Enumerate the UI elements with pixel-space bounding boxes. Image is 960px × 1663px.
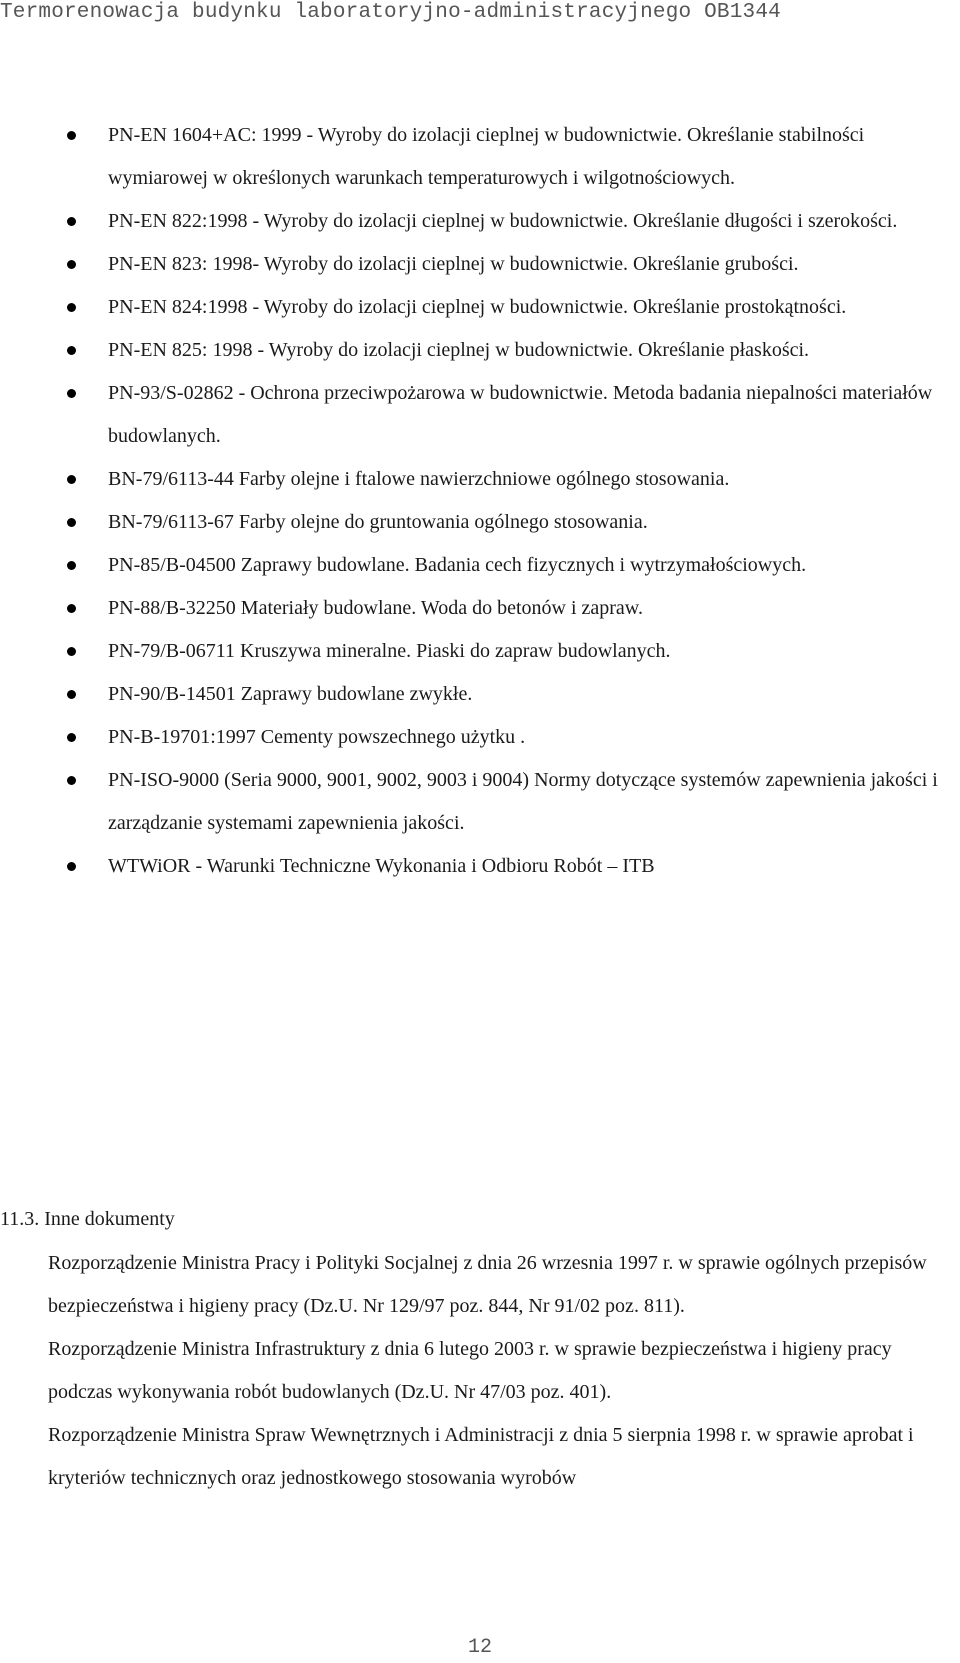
list-item-text: PN-EN 1604+AC: 1999 - Wyroby do izolacji cieplnej w budownictwie. Określanie stabilności wymiarowej w określonych warunkach temperaturowych i wilgotnościowych. — [108, 124, 865, 189]
list-item-text: WTWiOR - Warunki Techniczne Wykonania i Odbioru Robót – ITB — [108, 855, 655, 877]
bullet-icon — [67, 131, 76, 140]
list-item — [0, 759, 945, 845]
list-item-text: PN-85/B-04500 Zaprawy budowlane. Badania cech fizycznych i wytrzymałościowych. — [108, 554, 807, 576]
bullet-icon — [67, 475, 76, 484]
bullet-icon — [67, 346, 76, 355]
list-item — [0, 329, 945, 372]
list-item-text: BN-79/6113-67 Farby olejne do gruntowania ogólnego stosowania. — [108, 511, 648, 533]
bullet-icon — [67, 518, 76, 527]
list-item-text: BN-79/6113-44 Farby olejne i ftalowe nawierzchniowe ogólnego stosowania. — [108, 468, 730, 490]
documents-paragraphs — [48, 1242, 938, 1500]
list-item — [0, 501, 945, 544]
list-item-text: PN-ISO-9000 (Seria 9000, 9001, 9002, 9003 i 9004) Normy dotyczące systemów zapewnienia jakości i zarządzanie systemami zapewnienia jakości. — [108, 769, 938, 834]
bullet-icon — [67, 303, 76, 312]
list-item — [0, 587, 945, 630]
list-item-text: PN-B-19701:1997 Cementy powszechnego użytku . — [108, 726, 526, 748]
list-item-text: PN-EN 825: 1998 - Wyroby do izolacji cieplnej w budownictwie. Określanie płaskości. — [108, 339, 810, 361]
list-item-text: PN-90/B-14501 Zaprawy budowlane zwykłe. — [108, 683, 473, 705]
list-item — [0, 114, 945, 200]
bullet-icon — [67, 604, 76, 613]
bullet-icon — [67, 647, 76, 656]
bullet-icon — [67, 776, 76, 785]
list-item — [0, 200, 945, 243]
standards-list — [0, 114, 945, 888]
list-item — [0, 372, 945, 458]
list-item — [0, 544, 945, 587]
bullet-icon — [67, 733, 76, 742]
list-item-text: PN-93/S-02862 - Ochrona przeciwpożarowa w budownictwie. Metoda badania niepalności materiałów budowlanych. — [108, 382, 933, 447]
list-item — [0, 716, 945, 759]
bullet-icon — [67, 389, 76, 398]
paragraph: Rozporządzenie Ministra Pracy i Polityki Socjalnej z dnia 26 wrzesnia 1997 r. w sprawie ogólnych przepisów bezpieczeństwa i higieny pracy (Dz.U. Nr 129/97 poz. 844, Nr 91/02 poz. 811). — [48, 1252, 927, 1317]
page-number: 12 — [467, 1636, 492, 1659]
list-item-text: PN-EN 823: 1998- Wyroby do izolacji cieplnej w budownictwie. Określanie grubości. — [108, 253, 799, 275]
bullet-icon — [67, 260, 76, 269]
bullet-icon — [67, 561, 76, 570]
page-header-title: Termorenowacja budynku laboratoryjno-administracyjnego OB1344 — [0, 1, 781, 24]
section-heading: 11.3. Inne dokumenty — [0, 1208, 175, 1230]
list-item-text: PN-79/B-06711 Kruszywa mineralne. Piaski do zapraw budowlanych. — [108, 640, 671, 662]
paragraph: Rozporządzenie Ministra Spraw Wewnętrznych i Administracji z dnia 5 sierpnia 1998 r. w sprawie aprobat i kryteriów technicznych oraz jednostkowego stosowania wyrobów — [48, 1424, 914, 1489]
list-item-text: PN-EN 824:1998 - Wyroby do izolacji cieplnej w budownictwie. Określanie prostokątności. — [108, 296, 847, 318]
list-item — [0, 630, 945, 673]
paragraph: Rozporządzenie Ministra Infrastruktury z dnia 6 lutego 2003 r. w sprawie bezpieczeństwa i higieny pracy podczas wykonywania robót budowlanych (Dz.U. Nr 47/03 poz. 401). — [48, 1338, 892, 1403]
list-item — [0, 458, 945, 501]
list-item-text: PN-EN 822:1998 - Wyroby do izolacji cieplnej w budownictwie. Określanie długości i szerokości. — [108, 210, 898, 232]
bullet-icon — [67, 217, 76, 226]
list-item — [0, 286, 945, 329]
bullet-icon — [67, 690, 76, 699]
bullet-icon — [67, 862, 76, 871]
list-item — [0, 845, 945, 888]
list-item — [0, 673, 945, 716]
list-item — [0, 243, 945, 286]
list-item-text: PN-88/B-32250 Materiały budowlane. Woda do betonów i zapraw. — [108, 597, 643, 619]
